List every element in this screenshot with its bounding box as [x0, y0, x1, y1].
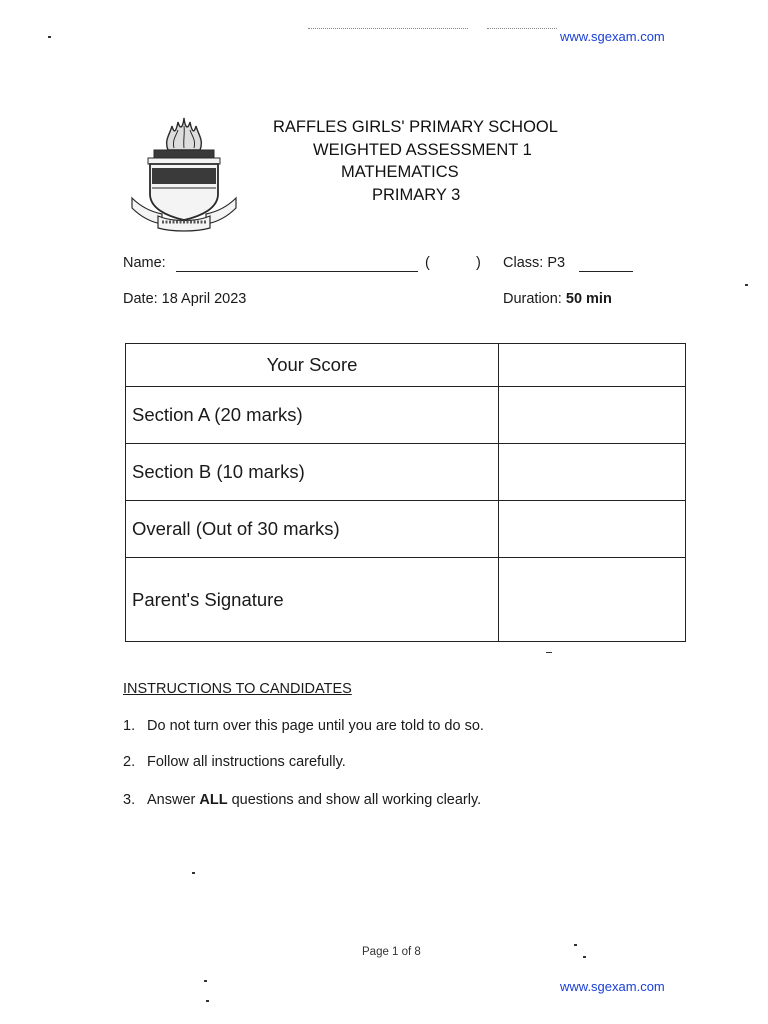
scan-speck [192, 872, 195, 874]
instruction-item [123, 718, 484, 734]
overall-score-cell[interactable] [499, 501, 686, 558]
instructions-title: INSTRUCTIONS TO CANDIDATES [123, 681, 352, 697]
instruction-text: Do not turn over this page until you are told to do so. [147, 718, 484, 734]
name-label: Name: [123, 255, 166, 271]
table-row [126, 344, 686, 387]
level-title: PRIMARY 3 [372, 185, 461, 204]
class-field[interactable] [579, 271, 633, 272]
register-number-open: ( [425, 255, 430, 271]
subject-title: MATHEMATICS [341, 163, 459, 181]
duration-label: Duration: [503, 291, 566, 307]
crest-icon [128, 112, 240, 232]
assessment-title: WEIGHTED ASSESSMENT 1 [313, 140, 532, 159]
instruction-number: 3. [123, 792, 136, 808]
scan-speck [204, 980, 207, 982]
watermark-bottom[interactable]: www.sgexam.com [560, 979, 665, 994]
scan-speck [546, 652, 552, 653]
class-label: Class: P3 [503, 255, 566, 271]
instruction-item [123, 754, 346, 770]
document-header [240, 116, 620, 206]
scan-artifact-line [487, 28, 557, 29]
watermark-top[interactable]: www.sgexam.com [560, 29, 665, 44]
scan-speck [48, 36, 51, 38]
instruction-text-bold: ALL [199, 792, 228, 808]
section-b-score-cell[interactable] [499, 444, 686, 501]
score-header: Your Score [126, 344, 499, 387]
table-row [126, 444, 686, 501]
instruction-text-pre: Answer [147, 792, 200, 808]
scan-artifact-line [308, 28, 468, 29]
school-crest [128, 112, 240, 232]
duration-value: 50 min [565, 291, 612, 307]
table-row [126, 387, 686, 444]
parent-signature-cell[interactable] [499, 558, 686, 642]
instruction-text: Follow all instructions carefully. [147, 754, 346, 770]
section-b-label: Section B (10 marks) [126, 444, 499, 501]
page-number: Page 1 of 8 [362, 946, 421, 958]
scan-speck [745, 284, 748, 286]
section-a-score-cell[interactable] [499, 387, 686, 444]
instruction-item [123, 792, 481, 808]
overall-label: Overall (Out of 30 marks) [126, 501, 499, 558]
table-row [126, 501, 686, 558]
scan-speck [574, 944, 577, 946]
parent-signature-label: Parent's Signature [126, 558, 499, 642]
score-header-blank [499, 344, 686, 387]
exam-duration [503, 291, 612, 307]
register-number-close: ) [476, 255, 481, 271]
table-row [126, 558, 686, 642]
school-name: RAFFLES GIRLS' PRIMARY SCHOOL [273, 118, 558, 136]
score-table [125, 343, 686, 642]
exam-date: Date: 18 April 2023 [123, 291, 247, 307]
instruction-text-post: questions and show all working clearly. [227, 792, 482, 808]
scan-speck [206, 1000, 209, 1002]
scan-speck [583, 956, 586, 958]
name-field[interactable] [176, 271, 418, 272]
instruction-number: 2. [123, 754, 136, 770]
section-a-label: Section A (20 marks) [126, 387, 499, 444]
instruction-number: 1. [123, 718, 136, 734]
